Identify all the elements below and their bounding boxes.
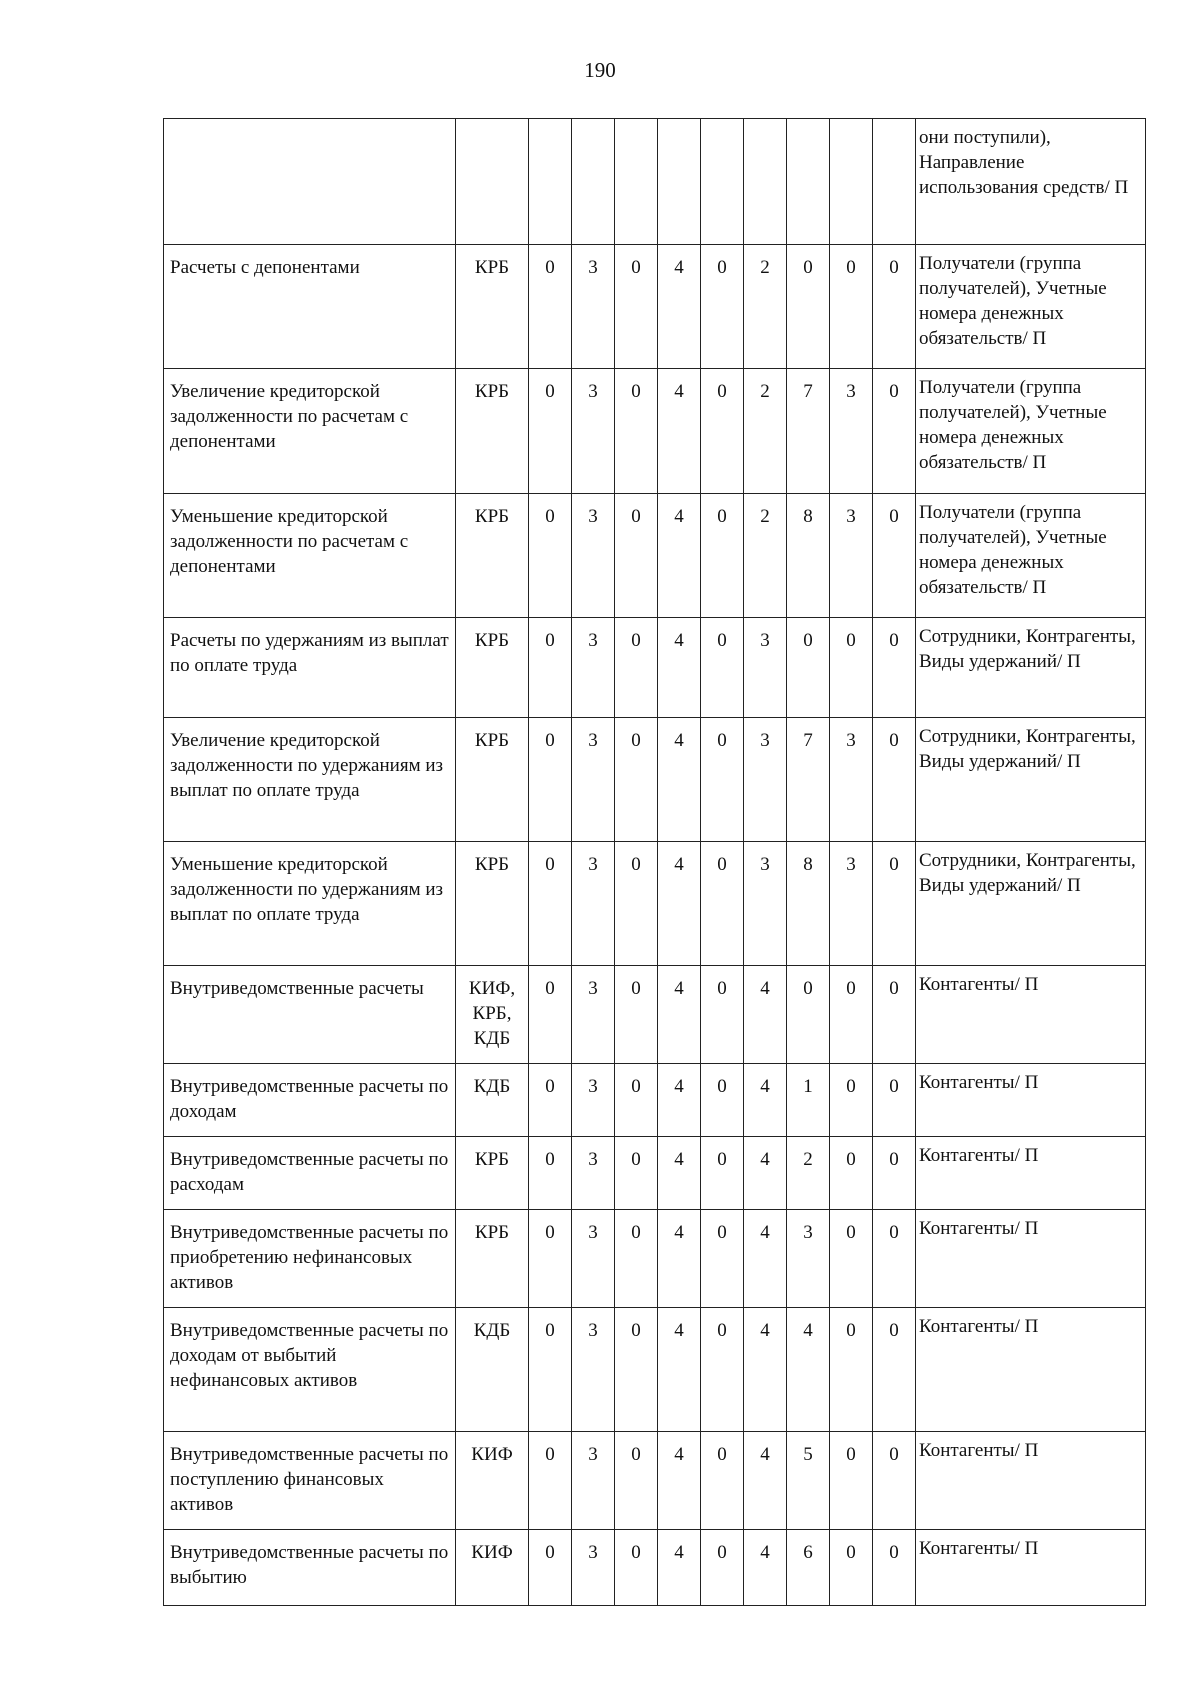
digit-cell: 3 xyxy=(572,718,615,842)
kfo-cell: КИФ xyxy=(456,1530,529,1606)
kfo-cell: КРБ xyxy=(456,369,529,494)
digit-cell: 4 xyxy=(744,1432,787,1530)
table-row-continuation xyxy=(164,119,1146,245)
digit-cell: 0 xyxy=(873,718,916,842)
digit-cell: 7 xyxy=(787,369,830,494)
digit-cell xyxy=(615,119,658,245)
table-row xyxy=(164,966,1146,1064)
digit-cell: 0 xyxy=(701,245,744,369)
digit-cell: 4 xyxy=(658,842,701,966)
analytics-cell: Сотрудники, Контрагенты, Виды удержаний/ П xyxy=(916,842,1146,966)
digit-cell: 0 xyxy=(830,1432,873,1530)
analytics-cell: Сотрудники, Контрагенты, Виды удержаний/ П xyxy=(916,718,1146,842)
digit-cell: 0 xyxy=(615,1432,658,1530)
table-row xyxy=(164,369,1146,494)
digit-cell: 4 xyxy=(658,1308,701,1432)
digit-cell: 3 xyxy=(830,718,873,842)
kfo-cell: КДБ xyxy=(456,1308,529,1432)
account-name-cell: Уменьшение кредиторской задолженности по удержаниям из выплат по оплате труда xyxy=(164,842,456,966)
page-number: 190 xyxy=(584,58,616,82)
digit-cell: 4 xyxy=(744,1530,787,1606)
digit-cell: 0 xyxy=(615,1210,658,1308)
digit-cell: 0 xyxy=(529,966,572,1064)
kfo-cell: КРБ xyxy=(456,842,529,966)
kfo-cell: КРБ xyxy=(456,718,529,842)
digit-cell: 3 xyxy=(572,245,615,369)
digit-cell: 0 xyxy=(873,1064,916,1137)
digit-cell: 0 xyxy=(787,245,830,369)
digit-cell: 3 xyxy=(744,718,787,842)
digit-cell: 0 xyxy=(830,1210,873,1308)
digit-cell: 3 xyxy=(787,1210,830,1308)
digit-cell: 0 xyxy=(701,842,744,966)
account-name-cell: Внутриведомственные расчеты по выбытию xyxy=(164,1530,456,1606)
digit-cell xyxy=(701,119,744,245)
digit-cell: 5 xyxy=(787,1432,830,1530)
digit-cell: 0 xyxy=(830,966,873,1064)
digit-cell: 8 xyxy=(787,494,830,618)
digit-cell: 0 xyxy=(529,1137,572,1210)
digit-cell: 4 xyxy=(658,1064,701,1137)
digit-cell xyxy=(787,119,830,245)
digit-cell: 0 xyxy=(615,718,658,842)
digit-cell xyxy=(830,119,873,245)
digit-cell: 3 xyxy=(830,494,873,618)
digit-cell: 0 xyxy=(529,369,572,494)
digit-cell: 4 xyxy=(744,1137,787,1210)
digit-cell: 0 xyxy=(529,494,572,618)
digit-cell: 4 xyxy=(658,369,701,494)
digit-cell: 0 xyxy=(615,966,658,1064)
digit-cell: 0 xyxy=(873,966,916,1064)
digit-cell: 0 xyxy=(830,1530,873,1606)
digit-cell: 4 xyxy=(658,1137,701,1210)
digit-cell: 3 xyxy=(572,966,615,1064)
account-name-cell: Расчеты с депонентами xyxy=(164,245,456,369)
digit-cell: 0 xyxy=(529,1530,572,1606)
table-row xyxy=(164,842,1146,966)
analytics-cell: Контагенты/ П xyxy=(916,1137,1146,1210)
table-row xyxy=(164,1210,1146,1308)
table-row xyxy=(164,245,1146,369)
digit-cell: 0 xyxy=(701,1137,744,1210)
digit-cell: 0 xyxy=(701,369,744,494)
digit-cell: 4 xyxy=(658,1210,701,1308)
account-name-cell: Внутриведомственные расчеты по поступлению финансовых активов xyxy=(164,1432,456,1530)
digit-cell: 3 xyxy=(744,618,787,718)
digit-cell xyxy=(873,119,916,245)
digit-cell: 0 xyxy=(830,1064,873,1137)
table-row xyxy=(164,1530,1146,1606)
digit-cell: 0 xyxy=(615,369,658,494)
digit-cell: 0 xyxy=(830,245,873,369)
kfo-cell: КРБ xyxy=(456,494,529,618)
digit-cell: 2 xyxy=(787,1137,830,1210)
kfo-cell: КИФ xyxy=(456,1432,529,1530)
analytics-cell: Сотрудники, Контрагенты, Виды удержаний/ П xyxy=(916,618,1146,718)
digit-cell: 3 xyxy=(572,1210,615,1308)
digit-cell: 0 xyxy=(701,1210,744,1308)
account-name-cell: Внутриведомственные расчеты xyxy=(164,966,456,1064)
analytics-cell: Контагенты/ П xyxy=(916,1210,1146,1308)
table-row xyxy=(164,1308,1146,1432)
digit-cell: 0 xyxy=(529,618,572,718)
digit-cell: 0 xyxy=(873,245,916,369)
analytics-cell: Получатели (группа получателей), Учетные номера денежных обязательств/ П xyxy=(916,494,1146,618)
digit-cell: 0 xyxy=(529,1064,572,1137)
digit-cell: 0 xyxy=(701,494,744,618)
digit-cell: 0 xyxy=(830,1137,873,1210)
digit-cell: 0 xyxy=(615,618,658,718)
account-name-cell: Увеличение кредиторской задолженности по расчетам с депонентами xyxy=(164,369,456,494)
digit-cell: 0 xyxy=(529,842,572,966)
table-row xyxy=(164,718,1146,842)
digit-cell: 0 xyxy=(701,1530,744,1606)
digit-cell: 0 xyxy=(529,245,572,369)
digit-cell: 4 xyxy=(658,1530,701,1606)
digit-cell: 0 xyxy=(615,1064,658,1137)
account-name-cell: Внутриведомственные расчеты по приобретению нефинансовых активов xyxy=(164,1210,456,1308)
kfo-cell: КИФ, КРБ, КДБ xyxy=(456,966,529,1064)
digit-cell: 0 xyxy=(615,1308,658,1432)
digit-cell: 3 xyxy=(830,842,873,966)
digit-cell: 0 xyxy=(615,494,658,618)
digit-cell: 0 xyxy=(701,618,744,718)
kfo-cell: КДБ xyxy=(456,1064,529,1137)
digit-cell: 0 xyxy=(701,1308,744,1432)
digit-cell: 3 xyxy=(572,1432,615,1530)
digit-cell: 0 xyxy=(701,718,744,842)
digit-cell: 4 xyxy=(658,1432,701,1530)
digit-cell xyxy=(572,119,615,245)
analytics-cell: Контагенты/ П xyxy=(916,1530,1146,1606)
digit-cell: 3 xyxy=(572,1064,615,1137)
table-row xyxy=(164,1137,1146,1210)
accounts-table xyxy=(163,118,1146,1606)
kfo-cell: КРБ xyxy=(456,1137,529,1210)
account-name-cell: Внутриведомственные расчеты по расходам xyxy=(164,1137,456,1210)
analytics-cell: Контагенты/ П xyxy=(916,966,1146,1064)
analytics-cell: Контагенты/ П xyxy=(916,1064,1146,1137)
digit-cell: 4 xyxy=(658,718,701,842)
digit-cell xyxy=(529,119,572,245)
digit-cell: 3 xyxy=(572,618,615,718)
digit-cell xyxy=(744,119,787,245)
digit-cell: 0 xyxy=(830,618,873,718)
digit-cell: 6 xyxy=(787,1530,830,1606)
account-name-cell: Увеличение кредиторской задолженности по удержаниям из выплат по оплате труда xyxy=(164,718,456,842)
digit-cell: 3 xyxy=(572,1530,615,1606)
analytics-cell: Получатели (группа получателей), Учетные номера денежных обязательств/ П xyxy=(916,245,1146,369)
account-name-cell xyxy=(164,119,456,245)
account-name-cell: Расчеты по удержаниям из выплат по оплате труда xyxy=(164,618,456,718)
digit-cell: 0 xyxy=(873,494,916,618)
digit-cell: 0 xyxy=(830,1308,873,1432)
table-row xyxy=(164,494,1146,618)
digit-cell: 0 xyxy=(529,718,572,842)
digit-cell: 0 xyxy=(873,1210,916,1308)
kfo-cell: КРБ xyxy=(456,1210,529,1308)
table-row xyxy=(164,618,1146,718)
digit-cell: 3 xyxy=(744,842,787,966)
digit-cell: 0 xyxy=(701,1432,744,1530)
account-name-cell: Внутриведомственные расчеты по доходам xyxy=(164,1064,456,1137)
digit-cell: 0 xyxy=(529,1432,572,1530)
digit-cell: 1 xyxy=(787,1064,830,1137)
digit-cell: 0 xyxy=(787,618,830,718)
account-name-cell: Уменьшение кредиторской задолженности по расчетам с депонентами xyxy=(164,494,456,618)
analytics-cell: они поступили), Направление использования средств/ П xyxy=(916,119,1146,245)
digit-cell: 4 xyxy=(658,245,701,369)
digit-cell: 0 xyxy=(701,1064,744,1137)
digit-cell: 0 xyxy=(615,842,658,966)
digit-cell: 0 xyxy=(873,1530,916,1606)
digit-cell: 4 xyxy=(658,494,701,618)
digit-cell: 0 xyxy=(873,1137,916,1210)
digit-cell: 4 xyxy=(744,1210,787,1308)
analytics-cell: Контагенты/ П xyxy=(916,1308,1146,1432)
digit-cell: 4 xyxy=(744,1064,787,1137)
table-row xyxy=(164,1432,1146,1530)
digit-cell: 0 xyxy=(529,1210,572,1308)
digit-cell: 0 xyxy=(615,245,658,369)
digit-cell: 0 xyxy=(529,1308,572,1432)
analytics-cell: Получатели (группа получателей), Учетные номера денежных обязательств/ П xyxy=(916,369,1146,494)
digit-cell: 3 xyxy=(572,1308,615,1432)
digit-cell: 7 xyxy=(787,718,830,842)
digit-cell: 0 xyxy=(615,1530,658,1606)
digit-cell: 8 xyxy=(787,842,830,966)
analytics-cell: Контагенты/ П xyxy=(916,1432,1146,1530)
kfo-cell xyxy=(456,119,529,245)
digit-cell: 4 xyxy=(744,966,787,1064)
table-row xyxy=(164,1064,1146,1137)
digit-cell: 3 xyxy=(830,369,873,494)
digit-cell: 0 xyxy=(873,369,916,494)
digit-cell: 2 xyxy=(744,369,787,494)
digit-cell: 0 xyxy=(787,966,830,1064)
digit-cell: 2 xyxy=(744,245,787,369)
digit-cell: 0 xyxy=(873,1432,916,1530)
digit-cell: 0 xyxy=(615,1137,658,1210)
digit-cell: 4 xyxy=(658,618,701,718)
digit-cell: 3 xyxy=(572,842,615,966)
digit-cell: 2 xyxy=(744,494,787,618)
digit-cell: 0 xyxy=(873,1308,916,1432)
digit-cell: 3 xyxy=(572,494,615,618)
digit-cell: 3 xyxy=(572,1137,615,1210)
digit-cell: 4 xyxy=(658,966,701,1064)
account-name-cell: Внутриведомственные расчеты по доходам от выбытий нефинансовых активов xyxy=(164,1308,456,1432)
digit-cell: 3 xyxy=(572,369,615,494)
digit-cell xyxy=(658,119,701,245)
digit-cell: 0 xyxy=(873,618,916,718)
digit-cell: 0 xyxy=(873,842,916,966)
digit-cell: 0 xyxy=(701,966,744,1064)
digit-cell: 4 xyxy=(787,1308,830,1432)
kfo-cell: КРБ xyxy=(456,245,529,369)
digit-cell: 4 xyxy=(744,1308,787,1432)
kfo-cell: КРБ xyxy=(456,618,529,718)
